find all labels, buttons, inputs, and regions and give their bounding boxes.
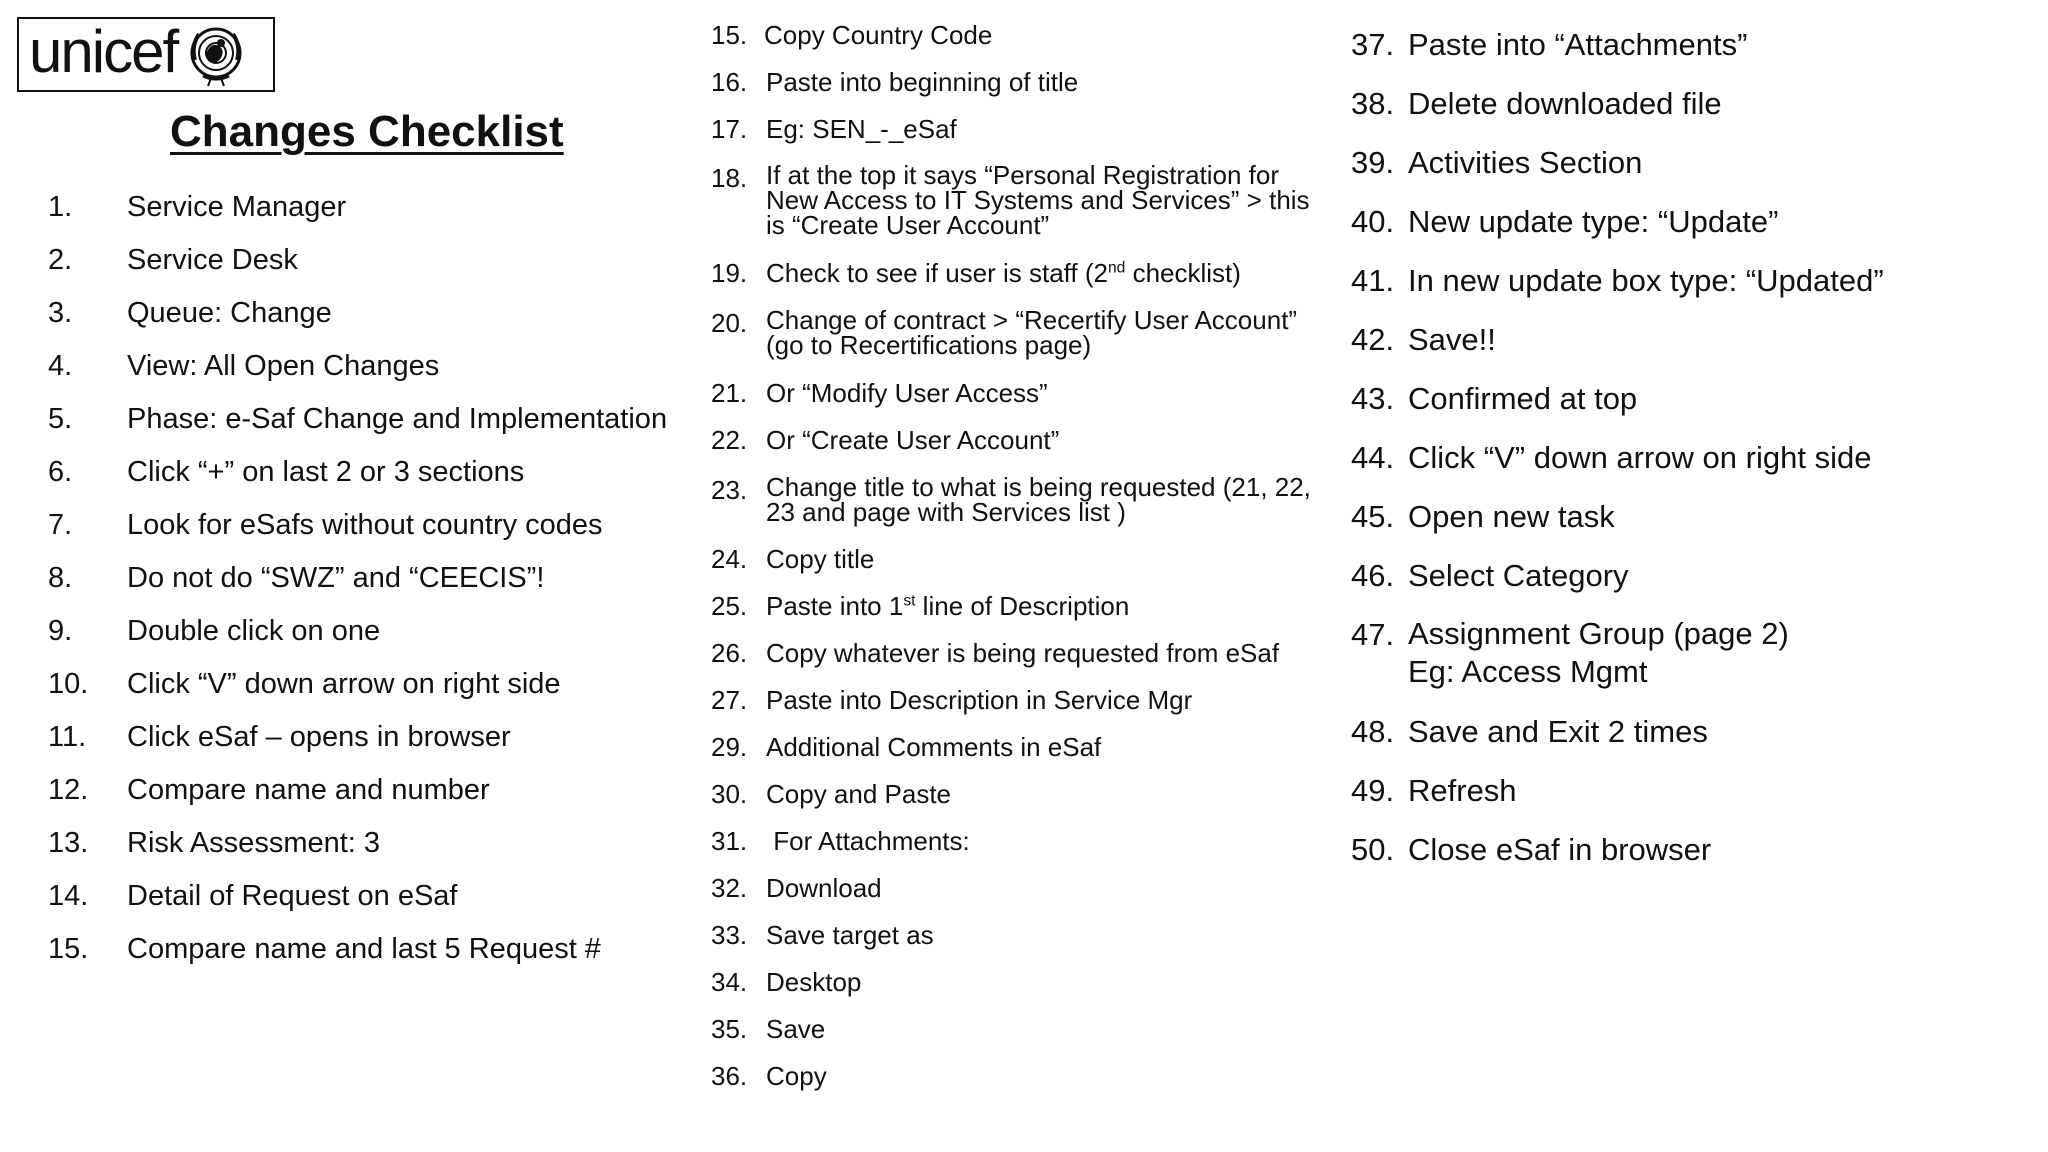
item-text: Double click on one [127, 615, 381, 647]
item-text: Close eSaf in browser [1408, 832, 1712, 867]
item-number: 50. [1351, 832, 1395, 867]
item-text: In new update box type: “Updated” [1408, 263, 1884, 298]
item-number: 44. [1351, 440, 1395, 475]
item-text: Eg: SEN_-_eSaf [766, 114, 957, 144]
item-number: 15. [711, 20, 748, 50]
item-number: 3. [48, 297, 73, 329]
item-number: 23. [711, 475, 748, 505]
item-text: Paste into Description in Service Mgr [766, 685, 1193, 715]
item-text: Copy Country Code [764, 20, 993, 50]
item-text: Compare name and number [127, 774, 490, 806]
item-number: 35. [711, 1014, 748, 1044]
item-text: Paste into beginning of title [766, 67, 1079, 97]
item-number: 1. [48, 191, 73, 223]
item-number: 21. [711, 378, 748, 408]
item-number: 7. [48, 509, 73, 541]
item-number: 26. [711, 638, 748, 668]
item-number: 2. [48, 244, 73, 276]
item-text: Save and Exit 2 times [1408, 714, 1708, 749]
item-text-before: Check to see if user is staff (2 [766, 258, 1108, 288]
item-number: 32. [711, 873, 748, 903]
item-text: Refresh [1408, 773, 1517, 808]
item-text: If at the top it says “Personal Registration for New Access to IT Systems and Services” > this is “Create User Account” [766, 160, 1310, 240]
logo-wordmark: unicef [29, 17, 178, 85]
item-text: Select Category [1408, 558, 1629, 593]
item-number: 29. [711, 732, 748, 762]
item-text: New update type: “Update” [1408, 204, 1779, 239]
item-text: Open new task [1408, 499, 1615, 534]
item-number: 45. [1351, 499, 1395, 534]
item-text: Desktop [766, 967, 862, 997]
item-number: 39. [1351, 145, 1395, 180]
item-number: 9. [48, 615, 73, 647]
item-text: Detail of Request on eSaf [127, 880, 458, 912]
item-number: 25. [711, 591, 748, 621]
item-number: 31. [711, 826, 748, 856]
item-text: Confirmed at top [1408, 381, 1638, 416]
item-text: Click “V” down arrow on right side [127, 668, 561, 700]
item-text: Download [766, 873, 882, 903]
item-number: 27. [711, 685, 748, 715]
unicef-logo [17, 17, 275, 92]
item-text [766, 591, 1129, 621]
item-number: 47. [1351, 617, 1395, 652]
item-number: 37. [1351, 27, 1395, 62]
item-text: Do not do “SWZ” and “CEECIS”! [127, 562, 545, 594]
item-number: 33. [711, 920, 748, 950]
item-text: Delete downloaded file [1408, 86, 1722, 121]
item-number: 4. [48, 350, 73, 382]
item-number: 14. [48, 880, 89, 912]
item-number: 17. [711, 114, 748, 144]
item-text: Click “V” down arrow on right side [1408, 440, 1872, 475]
item-number: 36. [711, 1061, 748, 1091]
item-text [1408, 615, 1789, 691]
page-title: Changes Checklist [170, 107, 564, 156]
item-text: Change title to what is being requested (21, 22, 23 and page with Services list ) [766, 472, 1311, 527]
item-text: Compare name and last 5 Request # [127, 933, 601, 965]
item-number: 34. [711, 967, 748, 997]
item-text [766, 258, 1241, 288]
item-text: Activities Section [1408, 145, 1643, 180]
item-text-before: Paste into 1 [766, 591, 904, 621]
item-text: Paste into “Attachments” [1408, 27, 1748, 62]
item-number: 40. [1351, 204, 1395, 239]
item-text: Save target as [766, 920, 934, 950]
ordinal-suffix: nd [1108, 259, 1126, 277]
item-number: 49. [1351, 773, 1395, 808]
item-number: 22. [711, 425, 748, 455]
item-number: 24. [711, 544, 748, 574]
item-number: 30. [711, 779, 748, 809]
item-number: 11. [48, 721, 87, 753]
item-number: 41. [1351, 263, 1395, 298]
item-text: Service Desk [127, 244, 298, 276]
item-number: 15. [48, 933, 89, 965]
item-text-line1: Assignment Group (page 2) [1408, 616, 1789, 651]
item-number: 46. [1351, 558, 1395, 593]
item-text: Additional Comments in eSaf [766, 732, 1102, 762]
item-text: Click eSaf – opens in browser [127, 721, 511, 753]
item-number: 48. [1351, 714, 1395, 749]
item-text: For Attachments: [766, 826, 970, 856]
item-number: 8. [48, 562, 73, 594]
item-text: Risk Assessment: 3 [127, 827, 381, 859]
item-text: Copy and Paste [766, 779, 952, 809]
item-text: Save!! [1408, 322, 1496, 357]
un-emblem-icon [183, 22, 249, 88]
item-text-after: checklist) [1125, 258, 1241, 288]
item-text: View: All Open Changes [127, 350, 440, 382]
item-text: Service Manager [127, 191, 347, 223]
item-text: Copy title [766, 544, 875, 574]
item-text-line2: Eg: Access Mgmt [1408, 654, 1648, 689]
item-text: Click “+” on last 2 or 3 sections [127, 456, 525, 488]
item-number: 6. [48, 456, 73, 488]
item-number: 13. [48, 827, 89, 859]
item-text: Copy [766, 1061, 827, 1091]
item-number: 18. [711, 163, 748, 193]
item-text: Queue: Change [127, 297, 332, 329]
ordinal-suffix: st [903, 592, 916, 610]
item-text: Or “Modify User Access” [766, 378, 1048, 408]
item-number: 19. [711, 258, 748, 288]
item-text: Change of contract > “Recertify User Account” (go to Recertifications page) [766, 305, 1298, 360]
item-text: Or “Create User Account” [766, 425, 1060, 455]
item-number: 20. [711, 308, 748, 338]
item-number: 42. [1351, 322, 1395, 357]
item-number: 12. [48, 774, 89, 806]
item-number: 10. [48, 668, 89, 700]
item-number: 38. [1351, 86, 1395, 121]
item-text: Save [766, 1014, 826, 1044]
item-number: 5. [48, 403, 73, 435]
item-text-after: line of Description [915, 591, 1130, 621]
item-number: 43. [1351, 381, 1395, 416]
item-number: 16. [711, 67, 748, 97]
item-text: Phase: e-Saf Change and Implementation [127, 403, 668, 435]
item-text: Look for eSafs without country codes [127, 509, 603, 541]
item-text: Copy whatever is being requested from eSaf [766, 638, 1280, 668]
